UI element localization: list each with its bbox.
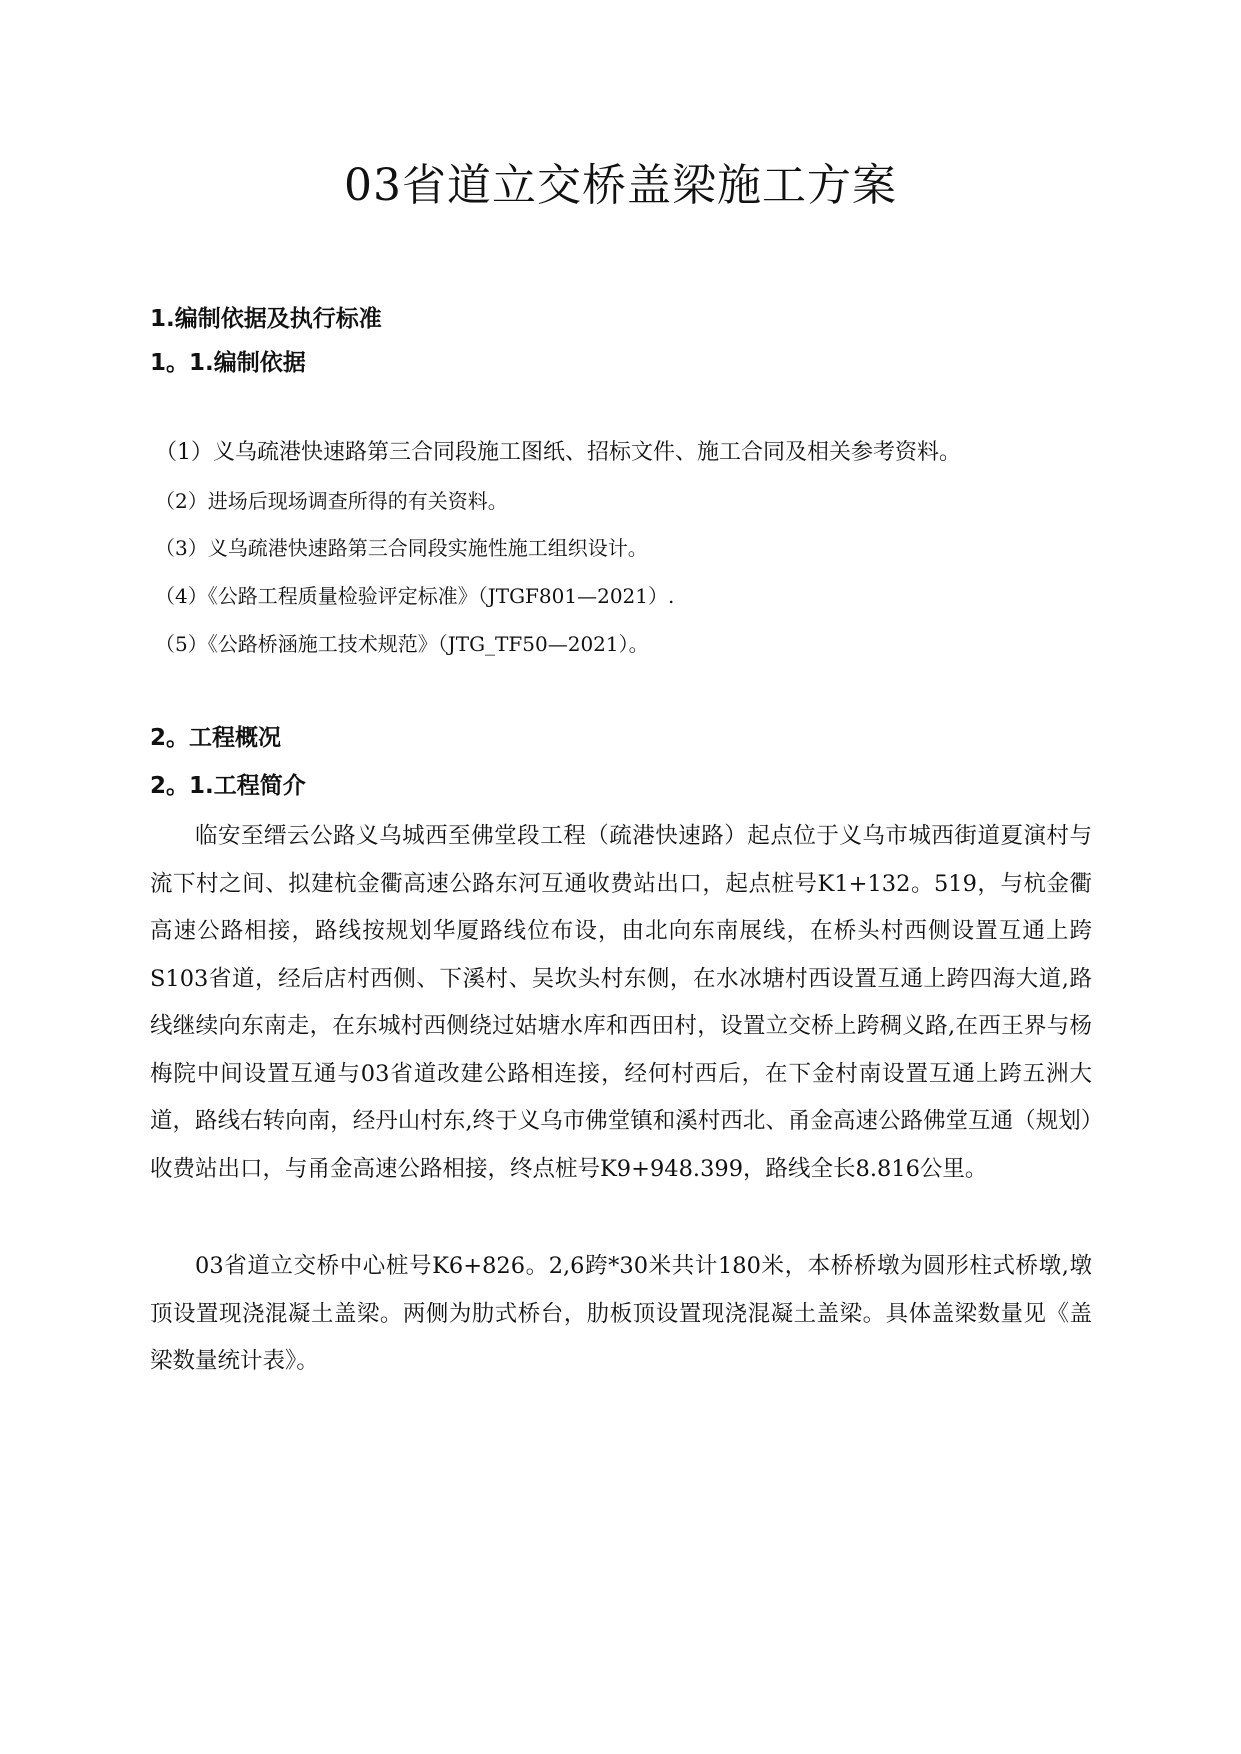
reference-item-4: （4）《公路工程质量检验评定标准》（JTGF801—2021）. (155, 584, 675, 608)
section-2-1-heading: 2。1.工程简介 (150, 773, 306, 799)
reference-item-3: （3）义乌疏港快速路第三合同段实施性施工组织设计。 (155, 536, 648, 560)
document-title: 03省道立交桥盖梁施工方案 (344, 160, 897, 211)
reference-item-5: （5）《公路桥涵施工技术规范》（JTG_TF50—2021）。 (155, 632, 649, 656)
bridge-summary-paragraph: 03省道立交桥中心桩号K6+826。2,6跨*30米共计180米，本桥桥墩为圆形柱式桥墩,墩顶设置现浇混凝土盖梁。两侧为肋式桥台，肋板顶设置现浇混凝土盖梁。具体盖梁数量见《盖梁数量统计表》。 (150, 1253, 1092, 1374)
reference-item-2: （2）进场后现场调查所得的有关资料。 (155, 489, 508, 513)
section-1-heading: 1.编制依据及执行标准 (150, 306, 382, 332)
project-intro-paragraph: 临安至缙云公路义乌城西至佛堂段工程（疏港快速路）起点位于义乌市城西街道夏演村与流下村之间、拟建杭金衢高速公路东河互通收费站出口，起点桩号K1+132。519，与杭金衢高速公路相接，路线按规划华厦路线位布设，由北向东南展线，在桥头村西侧设置互通上跨S103省道，经后店村西侧、下溪村、吴坎头村东侧，在水冰塘村西设置互通上跨四海大道,路线继续向东南走，在东城村西侧绕过姑塘水库和西田村，设置立交桥上跨稠义路,在西王界与杨梅院中间设置互通与03省道改建公路相连接，经何村西后，在下金村南设置互通上跨五洲大道，路线右转向南，经丹山村东,终于义乌市佛堂镇和溪村西北、甬金高速公路佛堂互通（规划）收费站出口，与甬金高速公路相接，终点桩号K9+948.399，路线全长8.816公里。 (150, 823, 1092, 1182)
section-1-1-heading: 1。1.编制依据 (150, 350, 306, 376)
section-2-heading: 2。工程概况 (150, 725, 282, 751)
reference-item-1: （1）义乌疏港快速路第三合同段施工图纸、招标文件、施工合同及相关参考资料。 (155, 440, 961, 465)
